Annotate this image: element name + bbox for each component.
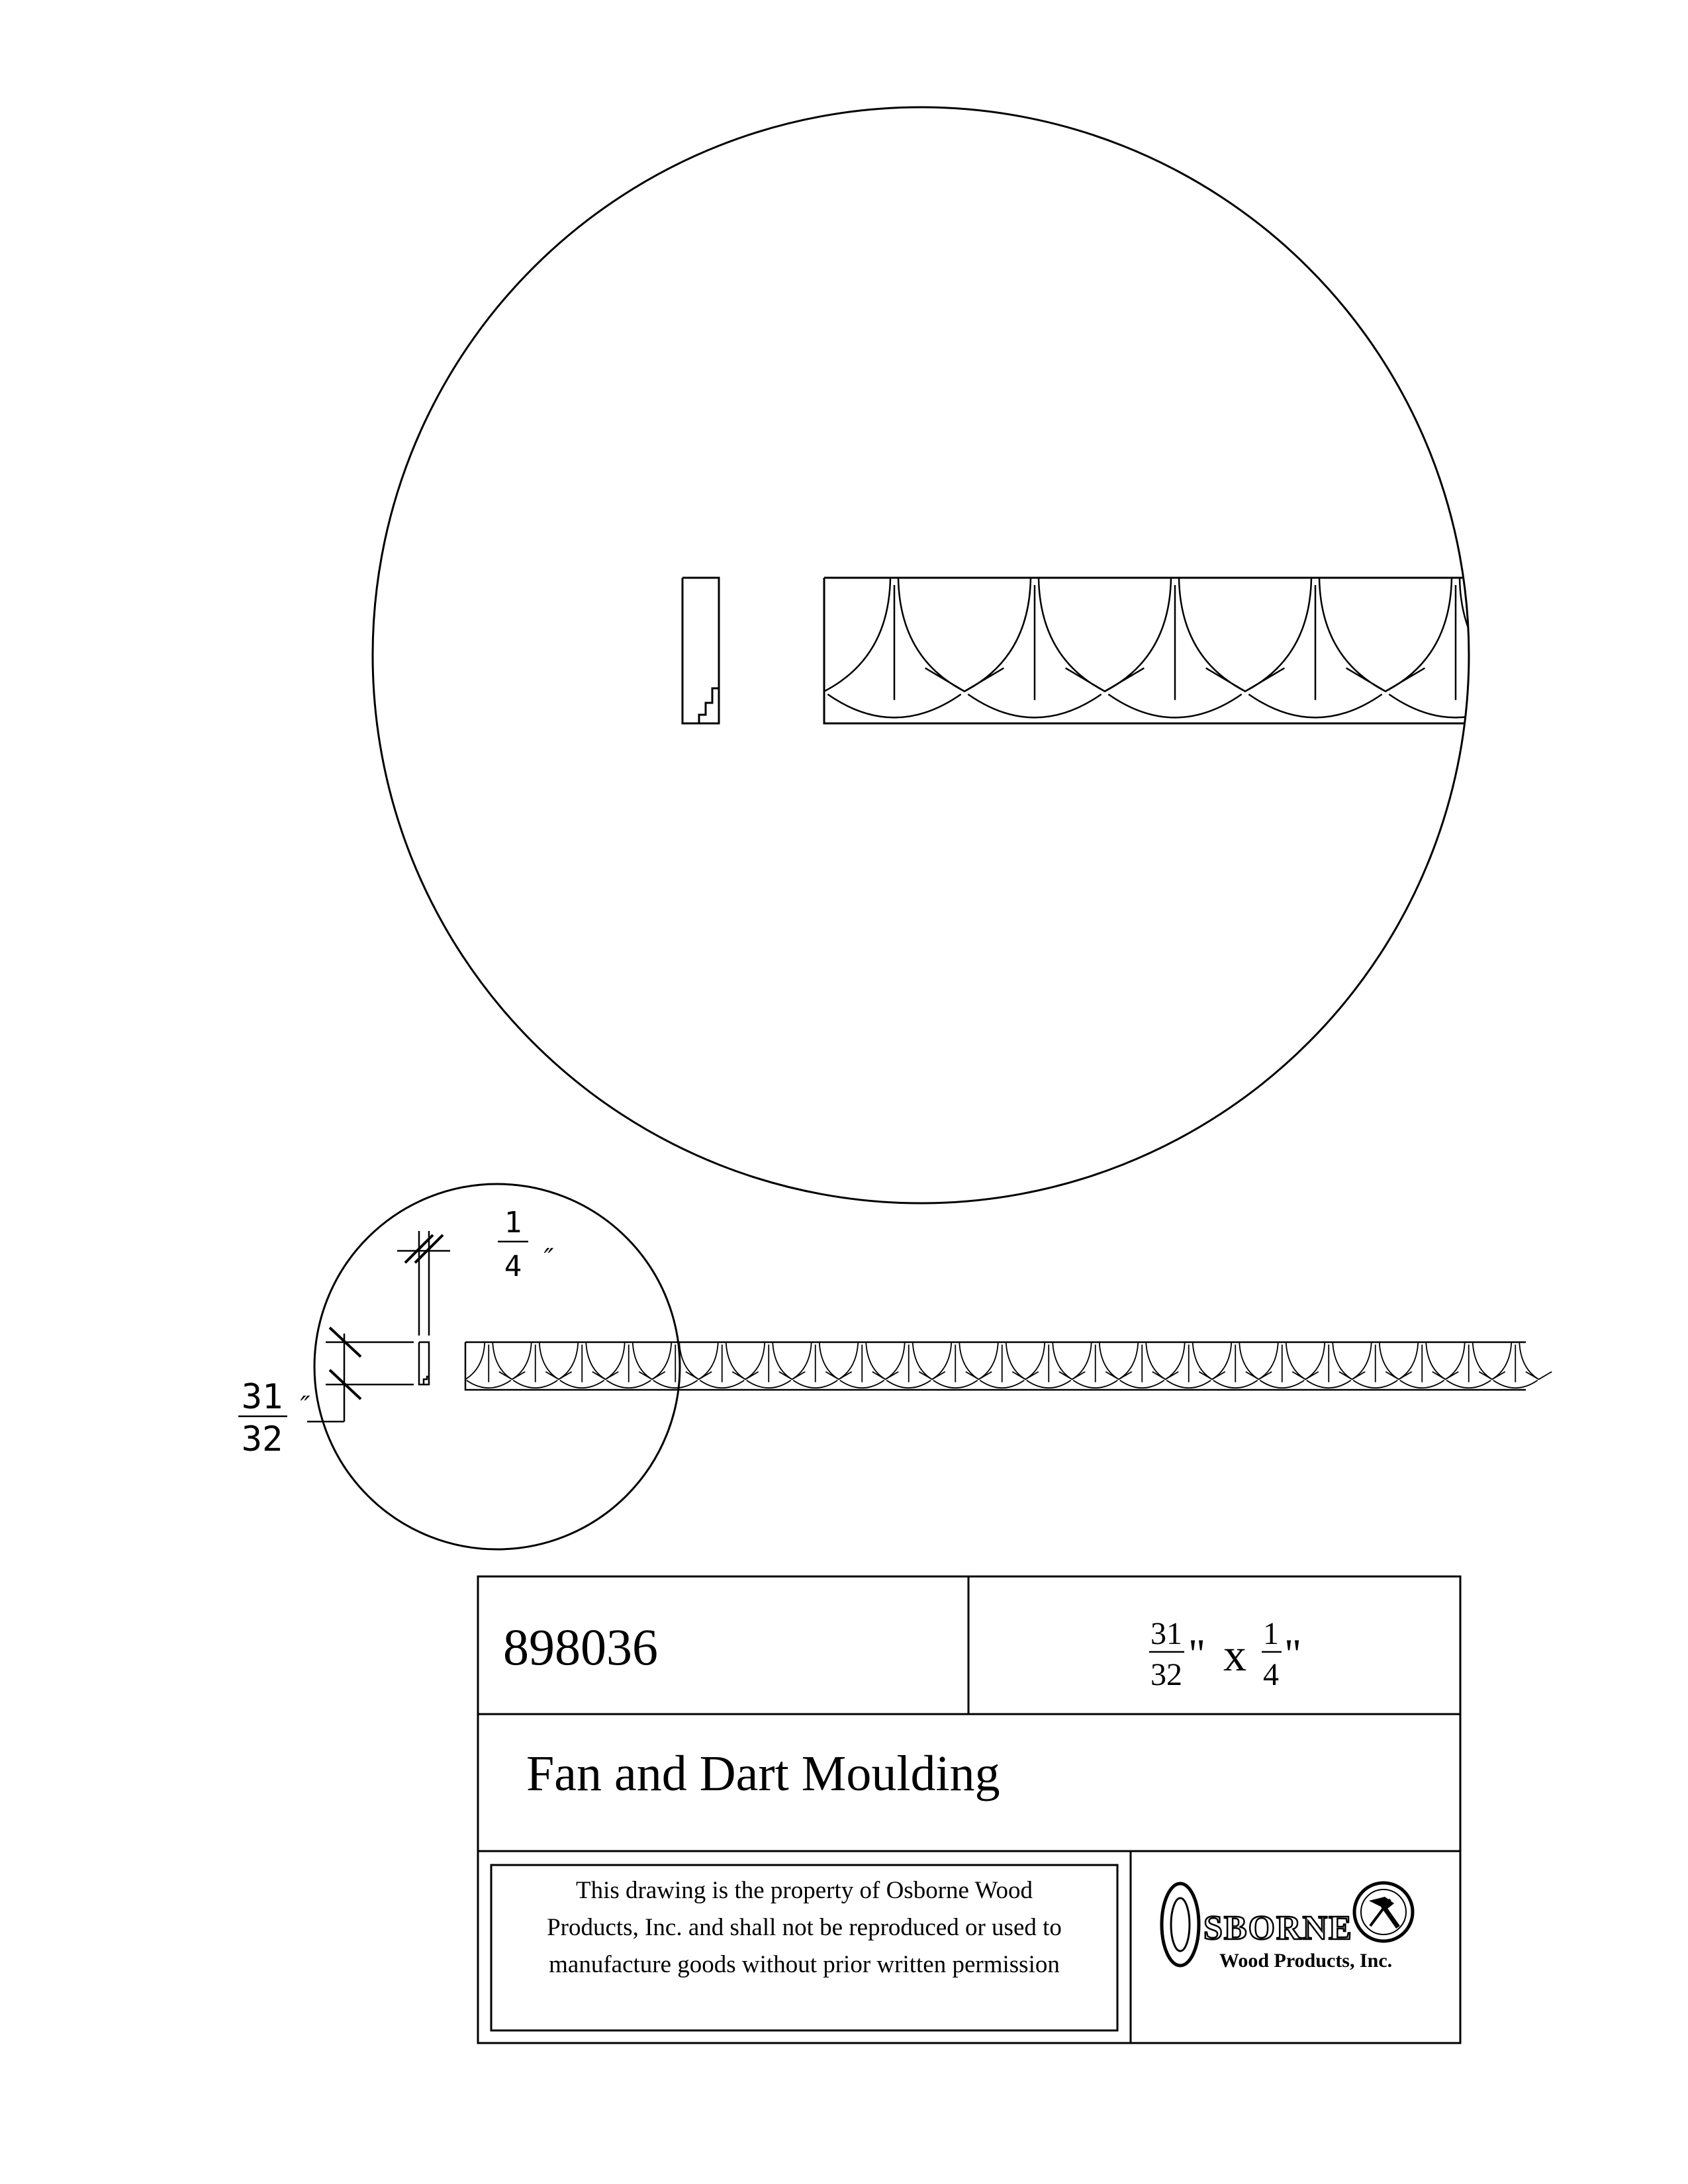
fan-motif (1352, 1342, 1412, 1388)
fan-motif (1166, 1342, 1225, 1388)
profile-section-large (682, 578, 719, 723)
fan-motif (1119, 1342, 1178, 1388)
size-height-unit: " (1284, 1630, 1302, 1677)
fan-motif (1399, 1342, 1458, 1388)
fan-motif (1212, 1342, 1272, 1388)
height-dimension-label (238, 1377, 310, 1459)
osborne-logo (1162, 1883, 1413, 1972)
size-label (1149, 1616, 1301, 1692)
size-width-den: 32 (1150, 1657, 1182, 1692)
fan-motif (1245, 578, 1425, 717)
fan-motif (1492, 1342, 1552, 1388)
hammer-icon (1354, 1883, 1413, 1941)
product-title: Fan and Dart Moulding (526, 1746, 1000, 1801)
moulding-face-large (824, 578, 1523, 723)
detail-circle-small (314, 1184, 680, 1549)
notice-line-2: Products, Inc. and shall not be reproduced or used to (547, 1914, 1062, 1941)
thickness-dimension-label (498, 1206, 554, 1283)
fan-motif (1385, 578, 1565, 717)
title-block (478, 1576, 1460, 2043)
fan-motif (1305, 1342, 1365, 1388)
height-dimension (307, 1328, 414, 1422)
notice-line-3: manufacture goods without prior written permission (549, 1951, 1060, 1978)
logo-subtitle: Wood Products, Inc. (1219, 1950, 1393, 1972)
thickness-dimension (397, 1231, 450, 1336)
detail-view-large (373, 107, 1565, 1203)
fan-motif (1446, 1342, 1505, 1388)
thickness-numerator: 1 (504, 1206, 522, 1240)
fan-motif (512, 1342, 572, 1388)
fan-motif (839, 1342, 898, 1388)
size-width-unit: " (1188, 1630, 1206, 1677)
fan-motif (792, 1342, 852, 1388)
size-height-num: 1 (1263, 1616, 1279, 1651)
fan-motif (1259, 1342, 1319, 1388)
logo-name: SBORNE (1203, 1909, 1353, 1947)
fan-motif (979, 1342, 1039, 1388)
fan-motif (699, 1342, 759, 1388)
thickness-unit: ″ (538, 1244, 554, 1274)
notice-line-1: This drawing is the property of Osborne Wood (576, 1877, 1033, 1904)
fan-motif (652, 1342, 712, 1388)
fan-motif (745, 1342, 805, 1388)
fan-motif (1072, 1342, 1132, 1388)
size-height-den: 4 (1263, 1657, 1279, 1692)
height-denominator: 32 (241, 1420, 283, 1459)
fan-motif (1025, 1342, 1085, 1388)
height-numerator: 31 (241, 1377, 283, 1417)
profile-section-small (419, 1342, 429, 1385)
size-separator: x (1223, 1630, 1246, 1681)
part-number: 898036 (503, 1618, 658, 1676)
size-width-num: 31 (1150, 1616, 1182, 1651)
detail-view-small (238, 1184, 1552, 1549)
fan-motif (606, 1342, 665, 1388)
fan-motif (964, 578, 1144, 717)
fan-motif (932, 1342, 992, 1388)
thickness-denominator: 4 (504, 1250, 522, 1283)
fan-motif (465, 1342, 525, 1388)
fan-pattern-small (465, 1342, 1552, 1388)
fan-motif (1105, 578, 1284, 717)
fan-motif (559, 1342, 618, 1388)
fan-motif (886, 1342, 945, 1388)
fan-motif (824, 578, 1004, 717)
height-unit: ″ (294, 1391, 310, 1422)
logo-initial: O (1180, 1940, 1181, 1941)
fan-pattern-large (824, 578, 1565, 717)
